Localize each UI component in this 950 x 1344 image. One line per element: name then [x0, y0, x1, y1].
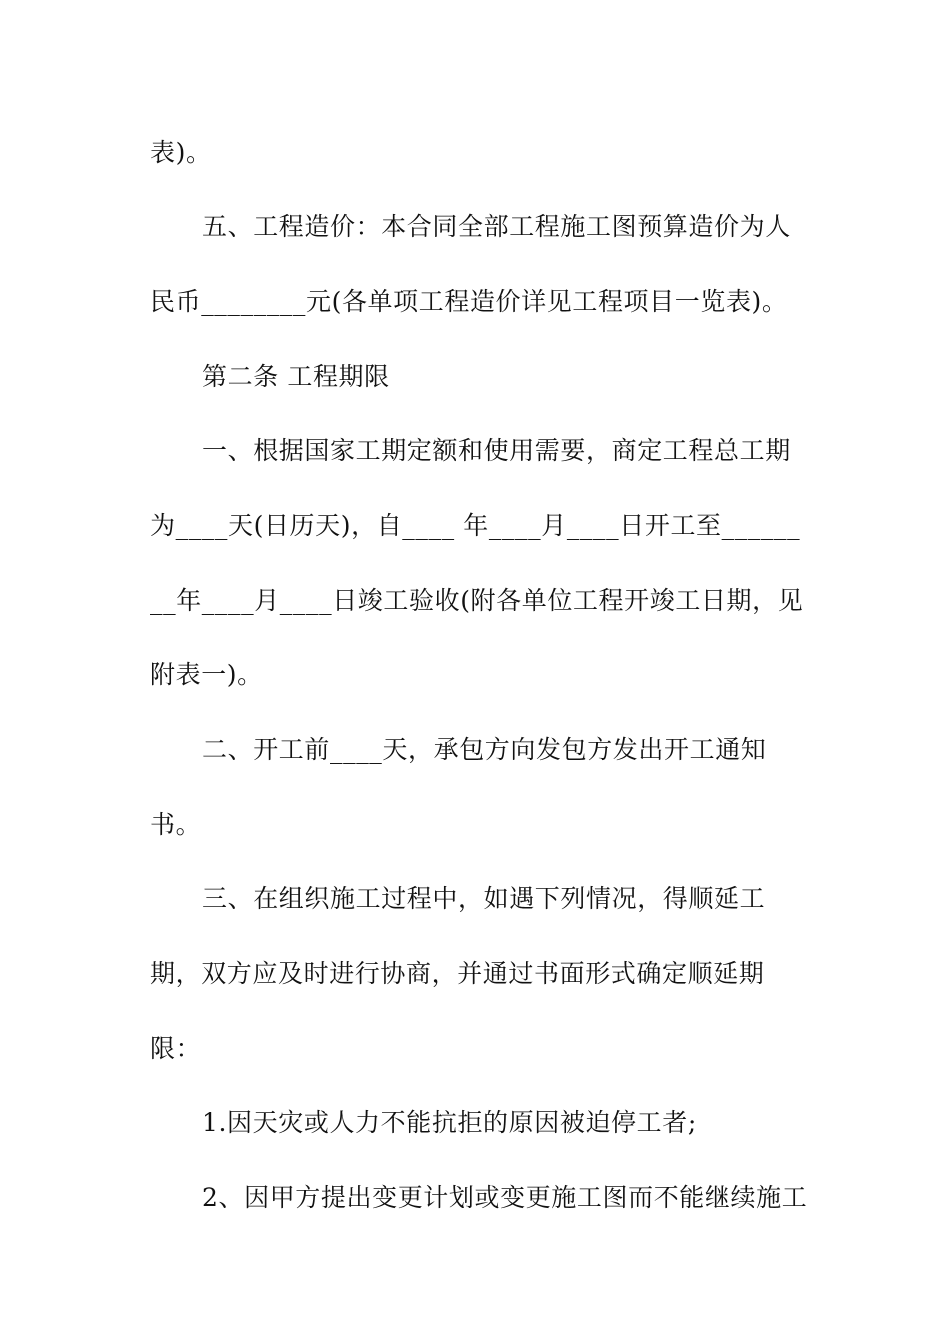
text-line: 限： — [150, 1034, 202, 1063]
text-line: 民币________元(各单项工程造价详见工程项目一览表)。 — [150, 287, 788, 316]
text-line: 附表一)。 — [150, 660, 263, 689]
text-line: 期，双方应及时进行协商，并通过书面形式确定顺延期 — [150, 959, 765, 988]
text-line: 二、开工前____天，承包方向发包方发出开工通知 — [202, 735, 767, 764]
text-line: 为____天(日历天)，自____ 年____月____日开工至______ — [150, 511, 801, 540]
text-line: 五、工程造价：本合同全部工程施工图预算造价为人 — [202, 212, 791, 241]
text-line: 书。 — [150, 810, 202, 839]
list-item: 2、因甲方提出变更计划或变更施工图而不能继续施工 — [202, 1183, 808, 1212]
article-heading: 第二条 工程期限 — [202, 362, 390, 391]
text-line: 三、在组织施工过程中，如遇下列情况，得顺延工 — [202, 884, 766, 913]
text-line: __年____月____日竣工验收(附各单位工程开竣工日期，见 — [150, 586, 804, 615]
text-line: 一、根据国家工期定额和使用需要，商定工程总工期 — [202, 436, 791, 465]
list-item: 1.因天灾或人力不能抗拒的原因被迫停工者; — [202, 1108, 697, 1137]
text-line: 表)。 — [150, 138, 212, 167]
